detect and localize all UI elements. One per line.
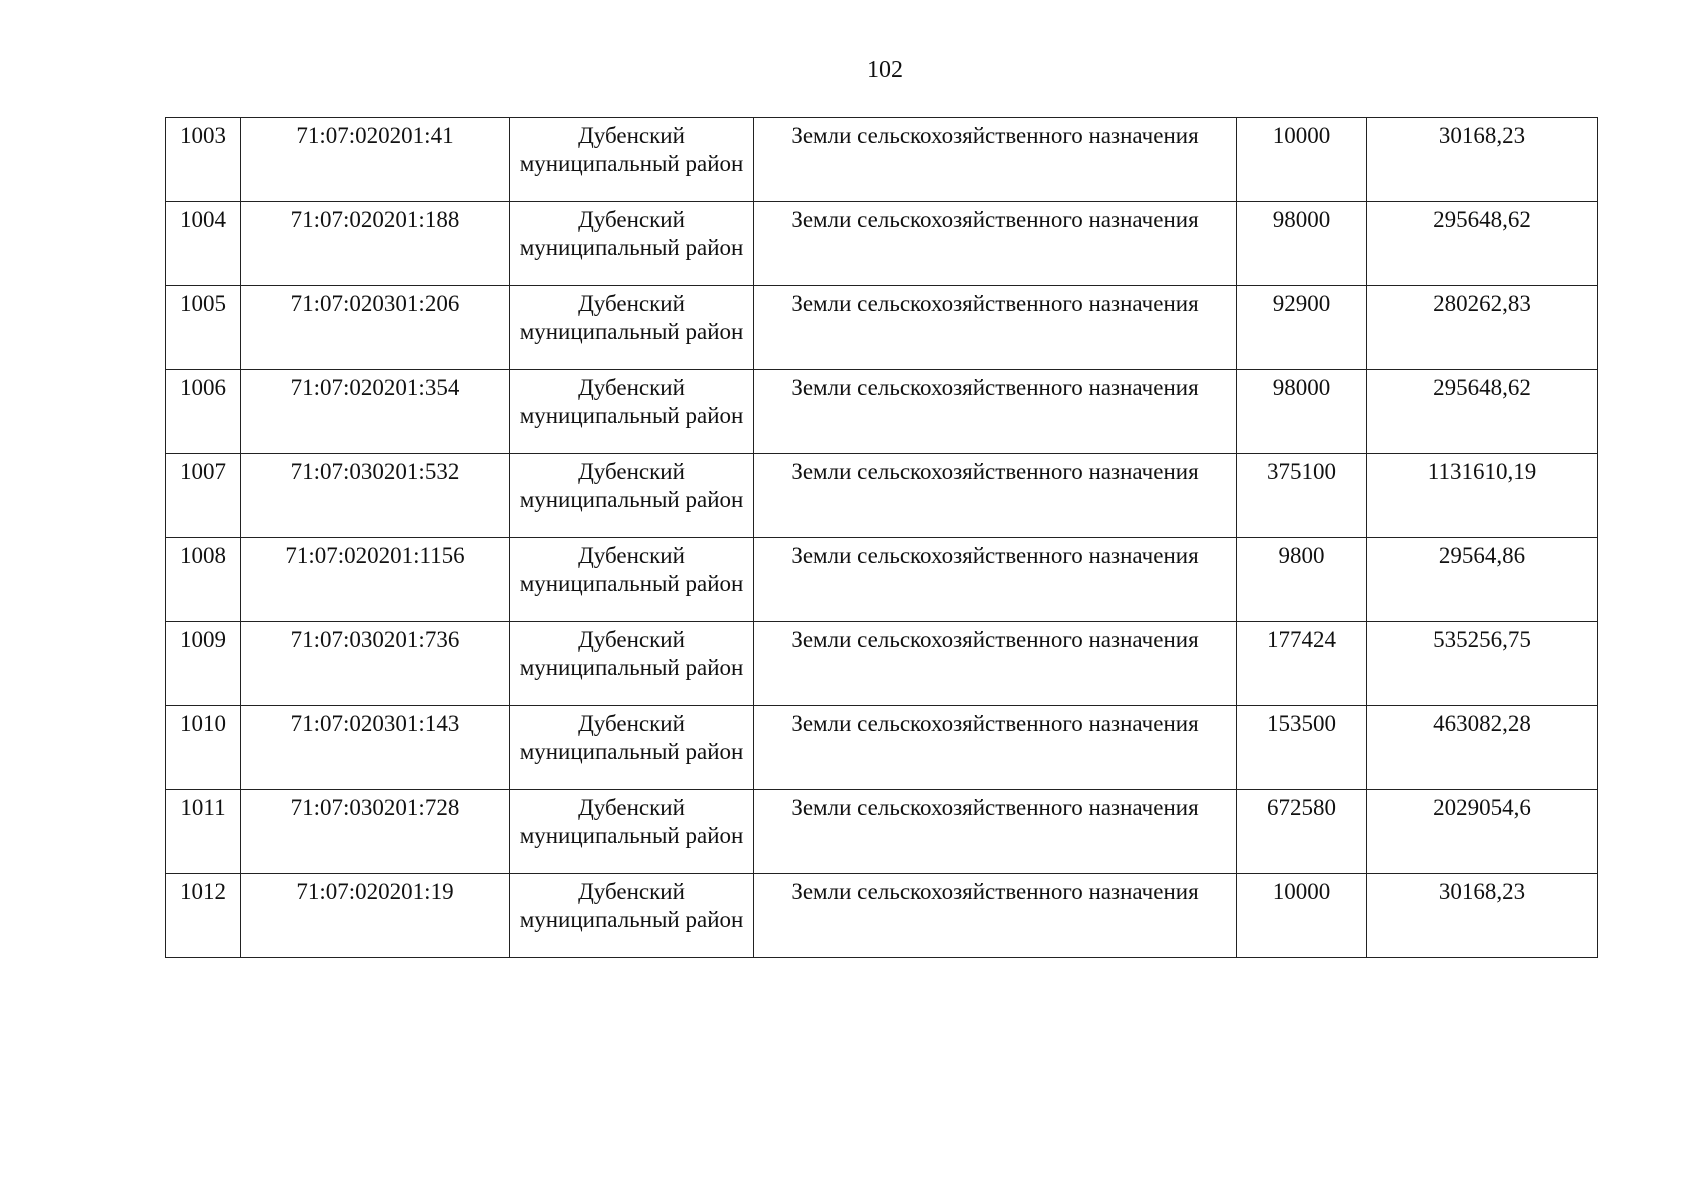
land-category-cell: Земли сельскохозяйственного назначения	[754, 202, 1237, 286]
area-cell: 375100	[1237, 454, 1367, 538]
municipality-cell: Дубенский муниципальный район	[510, 538, 754, 622]
table-row	[166, 454, 1598, 538]
row-number-cell: 1005	[166, 286, 241, 370]
municipality-cell: Дубенский муниципальный район	[510, 622, 754, 706]
table-row	[166, 790, 1598, 874]
table-row	[166, 202, 1598, 286]
land-category-cell: Земли сельскохозяйственного назначения	[754, 118, 1237, 202]
table-row	[166, 370, 1598, 454]
table-row	[166, 286, 1598, 370]
land-category-cell: Земли сельскохозяйственного назначения	[754, 538, 1237, 622]
area-cell: 153500	[1237, 706, 1367, 790]
row-number-cell: 1006	[166, 370, 241, 454]
row-number-cell: 1009	[166, 622, 241, 706]
land-category-cell: Земли сельскохозяйственного назначения	[754, 454, 1237, 538]
row-number-cell: 1010	[166, 706, 241, 790]
municipality-cell: Дубенский муниципальный район	[510, 202, 754, 286]
land-category-cell: Земли сельскохозяйственного назначения	[754, 622, 1237, 706]
row-number-cell: 1012	[166, 874, 241, 958]
area-cell: 9800	[1237, 538, 1367, 622]
row-number-cell: 1003	[166, 118, 241, 202]
row-number-cell: 1008	[166, 538, 241, 622]
municipality-cell: Дубенский муниципальный район	[510, 790, 754, 874]
area-cell: 10000	[1237, 118, 1367, 202]
table-body	[166, 118, 1598, 958]
area-cell: 672580	[1237, 790, 1367, 874]
land-category-cell: Земли сельскохозяйственного назначения	[754, 706, 1237, 790]
cadastral-value-cell: 30168,23	[1367, 118, 1598, 202]
cadastral-number-cell: 71:07:020301:143	[241, 706, 510, 790]
page-number: 102	[867, 57, 903, 83]
table-row	[166, 118, 1598, 202]
municipality-cell: Дубенский муниципальный район	[510, 874, 754, 958]
cadastral-value-cell: 29564,86	[1367, 538, 1598, 622]
table-row	[166, 622, 1598, 706]
cadastral-number-cell: 71:07:020201:1156	[241, 538, 510, 622]
cadastral-value-cell: 295648,62	[1367, 370, 1598, 454]
land-category-cell: Земли сельскохозяйственного назначения	[754, 874, 1237, 958]
row-number-cell: 1004	[166, 202, 241, 286]
land-category-cell: Земли сельскохозяйственного назначения	[754, 790, 1237, 874]
cadastral-value-cell: 535256,75	[1367, 622, 1598, 706]
area-cell: 98000	[1237, 202, 1367, 286]
table-row	[166, 706, 1598, 790]
cadastral-value-cell: 2029054,6	[1367, 790, 1598, 874]
area-cell: 177424	[1237, 622, 1367, 706]
municipality-cell: Дубенский муниципальный район	[510, 454, 754, 538]
cadastral-number-cell: 71:07:020201:188	[241, 202, 510, 286]
row-number-cell: 1007	[166, 454, 241, 538]
cadastral-number-cell: 71:07:020201:19	[241, 874, 510, 958]
table-row	[166, 874, 1598, 958]
cadastral-value-cell: 1131610,19	[1367, 454, 1598, 538]
cadastral-number-cell: 71:07:030201:736	[241, 622, 510, 706]
cadastral-number-cell: 71:07:020201:41	[241, 118, 510, 202]
municipality-cell: Дубенский муниципальный район	[510, 118, 754, 202]
area-cell: 98000	[1237, 370, 1367, 454]
municipality-cell: Дубенский муниципальный район	[510, 706, 754, 790]
land-category-cell: Земли сельскохозяйственного назначения	[754, 370, 1237, 454]
table-row	[166, 538, 1598, 622]
row-number-cell: 1011	[166, 790, 241, 874]
municipality-cell: Дубенский муниципальный район	[510, 286, 754, 370]
cadastral-number-cell: 71:07:020201:354	[241, 370, 510, 454]
municipality-cell: Дубенский муниципальный район	[510, 370, 754, 454]
cadastral-value-cell: 30168,23	[1367, 874, 1598, 958]
land-category-cell: Земли сельскохозяйственного назначения	[754, 286, 1237, 370]
cadastral-value-cell: 280262,83	[1367, 286, 1598, 370]
area-cell: 92900	[1237, 286, 1367, 370]
cadastral-value-cell: 295648,62	[1367, 202, 1598, 286]
land-registry-table	[165, 117, 1598, 958]
cadastral-number-cell: 71:07:030201:532	[241, 454, 510, 538]
cadastral-number-cell: 71:07:030201:728	[241, 790, 510, 874]
cadastral-number-cell: 71:07:020301:206	[241, 286, 510, 370]
cadastral-value-cell: 463082,28	[1367, 706, 1598, 790]
area-cell: 10000	[1237, 874, 1367, 958]
